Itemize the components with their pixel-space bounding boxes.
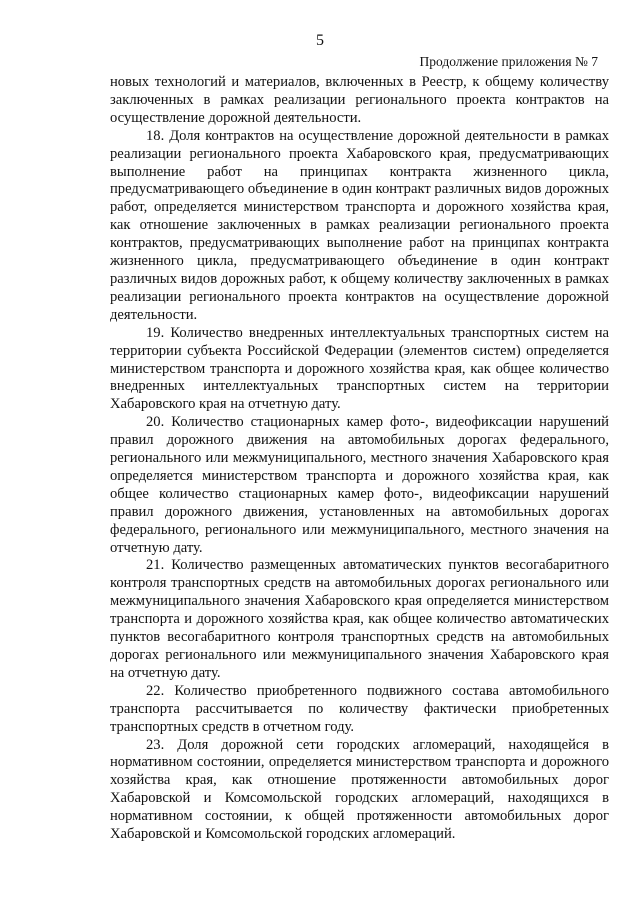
paragraph-20: 20. Количество стационарных камер фото-, видеофиксации нарушений правил дорожного движения на автомобильных дорогах федерального, регионального или межмуниципального, местного значения Хабаровского края определяется министерством транспорта и дорожного хозяйства края, как общее количество стационарных камер фото-, видеофиксации нарушений правил дорожного движения, установленных на автомобильных дорогах федерального, регионального или межмуниципального, местного значения на отчетную дату. [110, 414, 609, 556]
paragraph-19: 19. Количество внедренных интеллектуальных транспортных систем на территории субъекта Российской Федерации (элементов систем) определяется министерством транспорта и дорожного хозяйства края, как общее количество внедренных интеллектуальных транспортных систем на территории Хабаровского края на отчетную дату. [110, 324, 609, 413]
appendix-continuation-label: Продолжение приложения № 7 [419, 54, 598, 69]
document-body [110, 74, 609, 844]
paragraph-23: 23. Доля дорожной сети городских агломераций, находящейся в нормативном состоянии, определяется министерством транспорта и дорожного хозяйства края, как отношение протяженности автомобильных дорог Хабаровской и Комсомольской городских агломераций, находящихся в нормативном состоянии, к общей протяженности автомобильных дорог Хабаровской и Комсомольской городских агломераций. [110, 736, 609, 843]
paragraph-22: 22. Количество приобретенного подвижного состава автомобильного транспорта рассчитывается по количеству фактически приобретенных транспортных средств в отчетном году. [110, 682, 609, 735]
paragraph-21: 21. Количество размещенных автоматических пунктов весогабаритного контроля транспортных средств на автомобильных дорогах регионального или межмуниципального значения Хабаровского края определяется министерством транспорта и дорожного хозяйства края, как общее количество автоматических пунктов весогабаритного контроля транспортных средств на автомобильных дорогах регионального или межмуниципального значения Хабаровского края на отчетную дату. [110, 557, 609, 681]
paragraph-18: 18. Доля контрактов на осуществление дорожной деятельности в рамках реализации регионального проекта Хабаровского края, предусматривающих выполнение работ на принципах контракта жизненного цикла, предусматривающего объединение в один контракт различных видов дорожных работ, определяется министерством транспорта и дорожного хозяйства края, как отношение заключенных в рамках реализации регионального проекта контрактов, предусматривающих выполнение работ на принципах контракта жизненного цикла, предусматривающего объединение в один контракт различных видов дорожных работ, к общему количеству заключенных в рамках реализации регионального проекта контрактов на осуществление дорожной деятельности. [110, 127, 609, 323]
paragraph-continued: новых технологий и материалов, включенных в Реестр, к общему количеству заключенных в рамках реализации регионального проекта контрактов на осуществление дорожной деятельности. [110, 74, 609, 126]
page-number: 5 [316, 32, 324, 49]
